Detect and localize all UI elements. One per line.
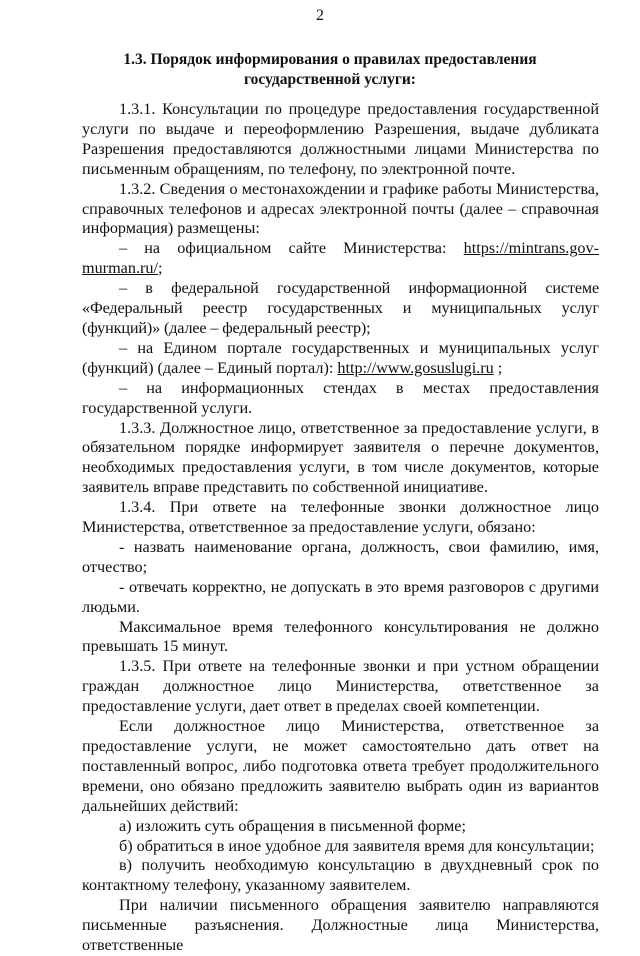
paragraph-1-3-4: 1.3.4. При ответе на телефонные звонки должностное лицо Министерства, ответственное за предоставление услуги, обязано: bbox=[82, 498, 599, 537]
list-item-unified-portal-suffix: ; bbox=[493, 358, 503, 377]
page-number: 2 bbox=[316, 7, 324, 24]
paragraph-1-3-3: 1.3.3. Должностное лицо, ответственное за предоставление услуги, в обязательном порядке информирует заявителя о перечне документов, необходимых предоставления услуги, в том числе документов, которые заявитель вправе представить по собственной инициативе. bbox=[82, 418, 599, 497]
section-title-line-2: государственной услуги: bbox=[244, 71, 416, 88]
section-title-line-1: 1.3. Порядок информирования о правилах предоставления bbox=[123, 51, 537, 68]
list-item-unified-portal bbox=[82, 339, 599, 379]
document-body bbox=[82, 100, 599, 956]
list-item-state-name: - назвать наименование органа, должность, свои фамилию, имя, отчество; bbox=[82, 537, 599, 576]
list-item-unified-portal-text: – на Едином портале государственных и муниципальных услуг (функций) (далее – Единый портал): bbox=[82, 338, 599, 377]
paragraph-max-time: Максимальное время телефонного консультирования не должно превышать 15 минут. bbox=[82, 617, 599, 656]
list-item-federal-registry: – в федеральной государственной информационной системе «Федеральный реестр государственных и муниципальных услуг (функций)» (далее – федеральный реестр); bbox=[82, 279, 599, 337]
paragraph-1-3-2: 1.3.2. Сведения о местонахождении и графике работы Министерства, справочных телефонов и адресах электронной почты (далее – справочная информация) размещены: bbox=[82, 179, 599, 238]
list-item-official-site bbox=[82, 239, 599, 279]
paragraph-if-cannot-answer: Если должностное лицо Министерства, ответственное за предоставление услуги, не может самостоятельно дать ответ на поставленный вопрос, либо подготовка ответа требует продолжительного времени, оно обязано предложить заявителю выбрать один из вариантов дальнейших действий: bbox=[82, 717, 599, 815]
option-c: в) получить необходимую консультацию в двухдневный срок по контактному телефону, указанному заявителем. bbox=[82, 856, 599, 895]
section-title bbox=[90, 50, 570, 90]
gosuslugi-link[interactable]: http://www.gosuslugi.ru bbox=[337, 358, 494, 377]
paragraph-written-appeal: При наличии письменного обращения заявителю направляются письменные разъяснения. Должностные лица Министерства, ответственные bbox=[82, 896, 599, 955]
list-item-answer-correctly: - отвечать корректно, не допускать в это время разговоров с другими людьми. bbox=[82, 577, 599, 616]
list-item-official-site-suffix: ; bbox=[157, 259, 163, 278]
ministry-site-link[interactable]: https://mintrans.gov-murman.ru/ bbox=[82, 239, 599, 278]
option-a: а) изложить суть обращения в письменной форме; bbox=[119, 816, 466, 835]
option-b: б) обратиться в иное удобное для заявителя время для консультации; bbox=[119, 836, 595, 855]
list-item-official-site-text: – на официальном сайте Министерства: bbox=[119, 239, 464, 258]
paragraph-1-3-1: 1.3.1. Консультации по процедуре предоставления государственной услуги по выдаче и переоформлению Разрешения, выдаче дубликата Разрешения предоставляются должностными лицами Министерства по письменным обращениям, по телефону, по электронной почте. bbox=[82, 100, 599, 178]
paragraph-1-3-5: 1.3.5. При ответе на телефонные звонки и при устном обращении граждан должностное лицо Министерства, ответственное за предоставление услуги, дает ответ в пределах своей компетенции. bbox=[82, 657, 599, 716]
list-item-info-stands: – на информационных стендах в местах предоставления государственной услуги. bbox=[82, 378, 599, 417]
